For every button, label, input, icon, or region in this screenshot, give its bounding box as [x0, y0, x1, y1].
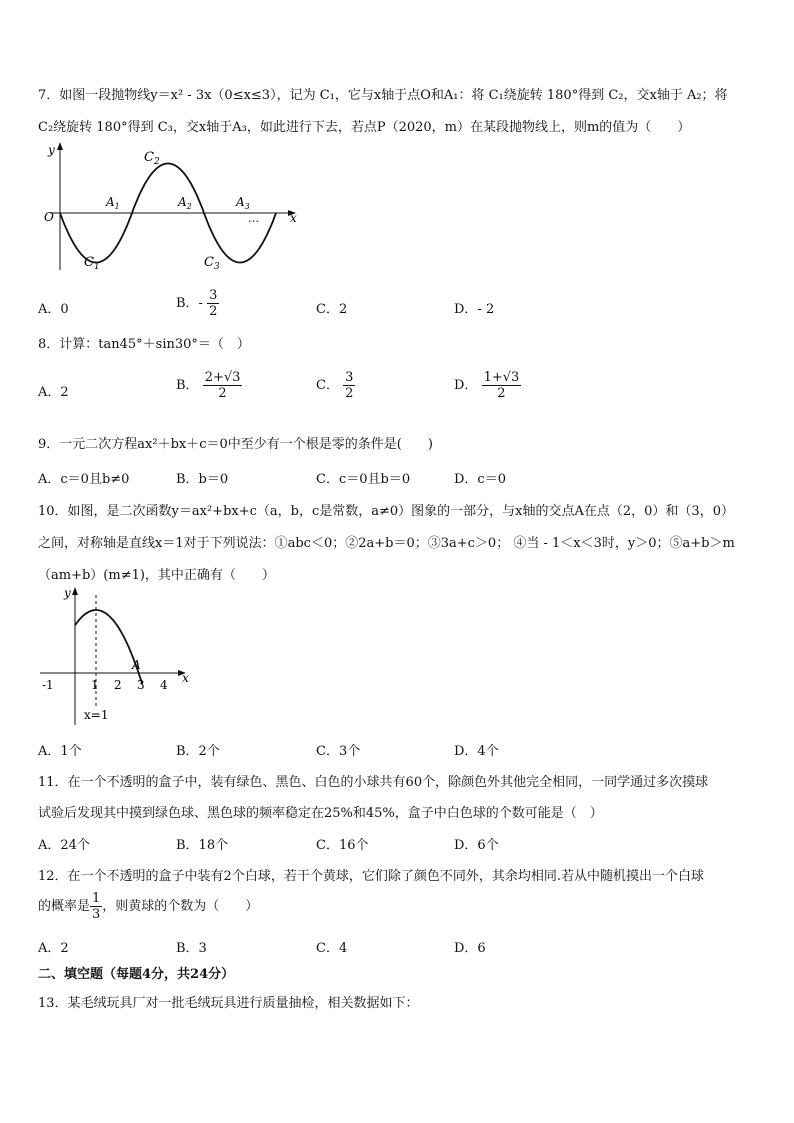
q10-axis-label: x=1 — [84, 708, 109, 722]
q10-tick-2: 2 — [114, 678, 122, 692]
q10-tick-1: 1 — [91, 678, 99, 692]
q7-line-2: C₂绕旋转 180°得到 C₃，交x轴于A₃，如此进行下去，若点P（2020，m）在某段抛物线上，则m的值为（ ） — [38, 120, 691, 135]
q7-option-b-fraction: $\frac{3}{2}$ — [209, 288, 218, 319]
q10-line-3: （am+b）(m≠1)，其中正确有（ ） — [38, 568, 275, 583]
q12-option-c[interactable]: C．4 — [316, 941, 348, 956]
q10-a-label: A — [132, 658, 141, 672]
q7-option-a[interactable]: A．0 — [38, 302, 69, 317]
q10-line-1: 10．如图，是二次函数y＝ax²+bx+c（a，b，c是常数，a≠0）图象的一部分，与x轴的交点A在点（2，0）和（3，0） — [38, 504, 734, 519]
q7-option-d[interactable]: D．- 2 — [454, 302, 495, 317]
q10-tick-3: 3 — [137, 678, 145, 692]
q7-line-1: 7．如图一段抛物线y＝x² - 3x（0≤x≤3），记为 C₁，它与x轴于点O和A₁：将 C₁绕旋转 180°得到 C₂，交x轴于 A₂；将 — [38, 88, 728, 103]
q10-x-label: x — [182, 671, 189, 685]
q12-option-d[interactable]: D．6 — [454, 941, 486, 956]
q11-line-1: 11．在一个不透明的盒子中，装有绿色、黑色、白色的小球共有60个，除颜色外其他完全相同，一同学通过多次摸球 — [38, 775, 709, 790]
q7-c2-label: $C_2$ — [144, 150, 160, 167]
q10-line-2: 之间，对称轴是直线x＝1对于下列说法：①abc＜0；②2a+b＝0；③3a+c＞0； ④当 - 1＜x＜3时，y＞0；⑤a+b＞m — [38, 536, 735, 551]
q8-option-a[interactable]: A．2 — [38, 385, 69, 400]
q10-option-d[interactable]: D．4个 — [454, 744, 499, 759]
q8-option-b-fraction: $\frac{2+√3}{2}$ — [204, 370, 241, 401]
q8-option-d[interactable]: D． $\frac{1+√3}{2}$ — [454, 370, 520, 401]
q11-option-c[interactable]: C．16个 — [316, 838, 369, 853]
q7-option-b[interactable] — [176, 288, 219, 319]
q10-y-arrow-icon — [72, 587, 78, 595]
q7-c3-label: $C_3$ — [204, 255, 220, 272]
q11-option-d[interactable]: D．6个 — [454, 838, 499, 853]
q7-y-arrow-icon — [57, 142, 63, 150]
q12-line-1: 12．在一个不透明的盒子中装有2个白球，若干个黄球，它们除了颜色不同外，其余均相同.若从中随机摸出一个白球 — [38, 869, 704, 884]
q9-option-c[interactable]: C．c＝0且b＝0 — [316, 472, 411, 487]
q12-line-2: 的概率是 $\frac{1}{3}$ ，则黄球的个数为（ ） — [38, 891, 259, 922]
q11-option-b[interactable]: B．18个 — [176, 838, 229, 853]
q7-origin-label: O — [44, 210, 54, 224]
q9-option-b[interactable]: B．b＝0 — [176, 472, 229, 487]
q10-tick-4: 4 — [160, 678, 168, 692]
q9-option-a[interactable]: A．c＝0且b≠0 — [38, 472, 130, 487]
q8-option-b[interactable]: B． $\frac{2+√3}{2}$ — [176, 370, 241, 401]
q9-text: 9．一元二次方程ax²＋bx＋c＝0中至少有一个根是零的条件是( ) — [38, 437, 433, 452]
q8-text: 8．计算：tan45°＋sin30°＝（ ） — [38, 337, 250, 352]
q12-option-a[interactable]: A．2 — [38, 941, 69, 956]
q7-a2-label: $A_2$ — [178, 195, 192, 211]
section-2-title: 二、填空题（每题4分，共24分） — [38, 967, 235, 982]
q10-option-b[interactable]: B．2个 — [176, 744, 220, 759]
q7-x-label: x — [290, 211, 297, 225]
q7-a1-label: $A_1$ — [106, 195, 120, 211]
q7-graph — [36, 140, 306, 275]
q12-option-b[interactable]: B．3 — [176, 941, 207, 956]
q7-option-b-prefix: B．- — [176, 296, 203, 311]
q10-y-label: y — [64, 586, 71, 600]
q8-option-c-fraction: $\frac{3}{2}$ — [345, 370, 354, 401]
q13-text: 13．某毛绒玩具厂对一批毛绒玩具进行质量抽检，相关数据如下： — [38, 996, 419, 1011]
q10-tick-neg1: -1 — [42, 678, 54, 692]
q11-option-a[interactable]: A．24个 — [38, 838, 90, 853]
q12-fraction: $\frac{1}{3}$ — [92, 891, 101, 922]
q10-option-c[interactable]: C．3个 — [316, 744, 361, 759]
q9-option-d[interactable]: D．c＝0 — [454, 472, 506, 487]
q7-c1-label: $C_1$ — [84, 255, 100, 272]
q7-ellipsis: … — [248, 212, 259, 225]
q10-graph — [36, 585, 196, 727]
q7-y-label: y — [48, 143, 55, 157]
q8-option-c[interactable]: C． $\frac{3}{2}$ — [316, 370, 354, 401]
q7-a3-label: $A_3$ — [236, 195, 250, 211]
q7-option-c[interactable]: C．2 — [316, 302, 348, 317]
q10-option-a[interactable]: A．1个 — [38, 744, 82, 759]
q8-option-d-fraction: $\frac{1+√3}{2}$ — [483, 370, 520, 401]
q11-line-2: 试验后发现其中摸到绿色球、黑色球的频率稳定在25%和45%，盒子中白色球的个数可能是（ ） — [38, 806, 603, 821]
